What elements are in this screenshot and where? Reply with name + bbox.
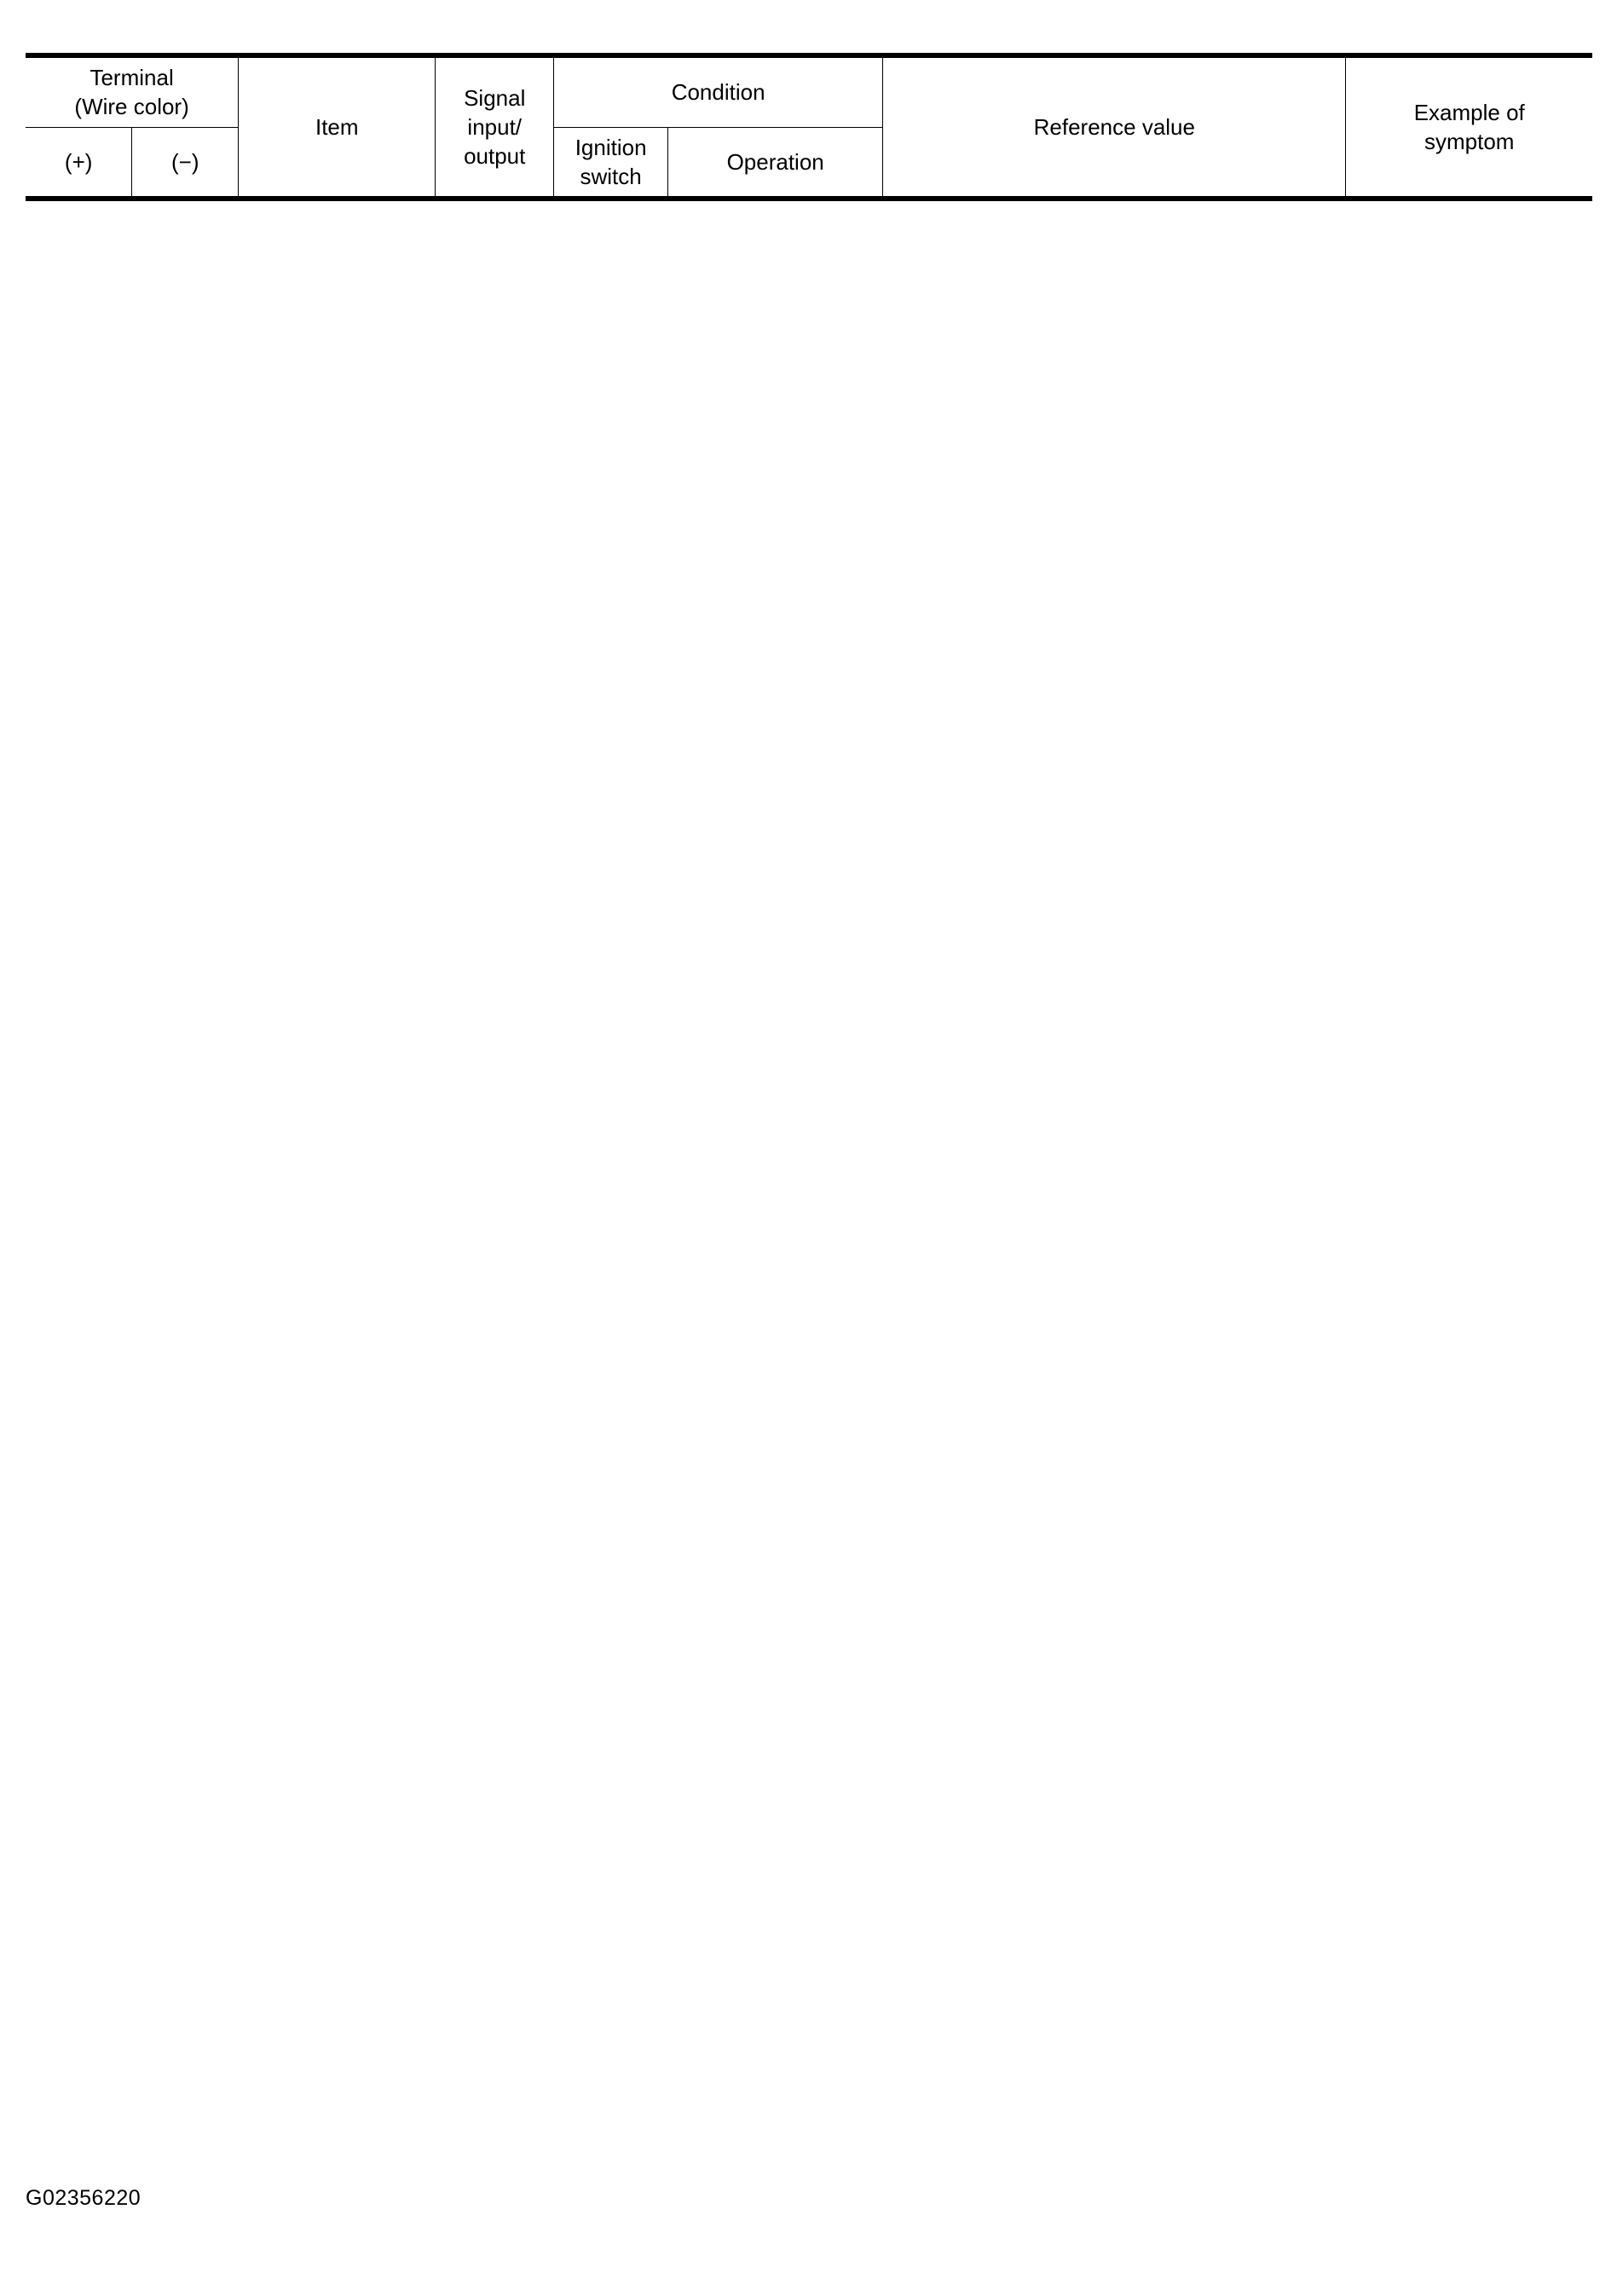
table-header (26, 55, 1592, 199)
header-terminal-label: Terminal (90, 65, 174, 90)
header-symptom-l1: Example of (1413, 99, 1525, 125)
header-terminal-minus: (−) (132, 127, 239, 199)
header-wirecolor-label: (Wire color) (74, 94, 189, 120)
header-signal-io (436, 55, 554, 199)
header-item: Item (239, 55, 436, 199)
header-terminal-plus: (+) (26, 127, 132, 199)
header-ignition-switch (554, 127, 668, 199)
terminal-inspection-table (26, 53, 1592, 201)
figure-id: G02356220 (26, 2186, 141, 2210)
header-example-symptom (1346, 55, 1592, 199)
header-signal-io-l2: input/ (467, 113, 523, 140)
header-terminal-group (26, 55, 239, 127)
header-ignition-l1: Ignition (575, 134, 647, 160)
header-condition: Condition (554, 55, 883, 127)
header-reference-value: Reference value (883, 55, 1346, 199)
header-ignition-l2: switch (580, 163, 642, 189)
header-symptom-l2: symptom (1424, 129, 1515, 155)
header-signal-io-l3: output (464, 143, 526, 170)
header-signal-io-l1: Signal (464, 84, 526, 111)
header-operation: Operation (668, 127, 883, 199)
header-row-1 (26, 55, 1592, 127)
